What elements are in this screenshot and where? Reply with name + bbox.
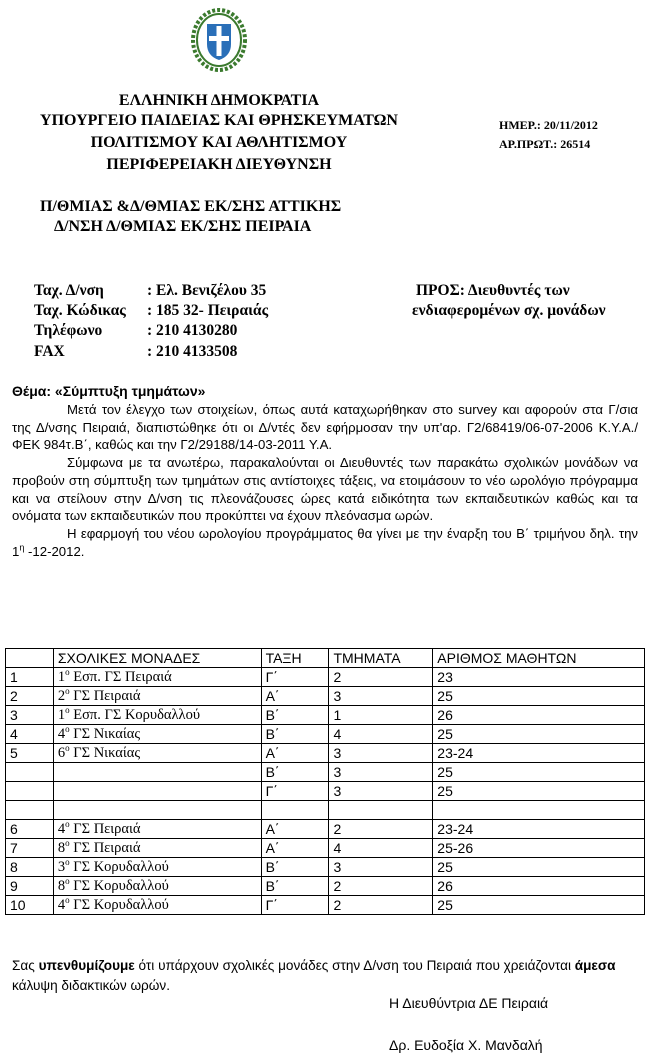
school-name-text: Εσπ. ΓΣ Πειραιά bbox=[69, 668, 172, 685]
body-paragraph-3-end: -12-2012. bbox=[24, 543, 85, 559]
school-name-text: ΓΣ Πειραιά bbox=[69, 839, 141, 856]
students-cell: 26 bbox=[433, 877, 645, 896]
school-ordinal: 2 bbox=[57, 687, 66, 704]
school-name bbox=[53, 820, 261, 839]
school-name bbox=[53, 839, 261, 858]
students-cell: 25 bbox=[433, 687, 645, 706]
students-cell: 23-24 bbox=[433, 744, 645, 763]
class-cell: Γ΄ bbox=[261, 896, 329, 915]
students-cell: 25 bbox=[433, 725, 645, 744]
class-cell: Β΄ bbox=[261, 763, 329, 782]
street-value: : Ελ. Βενιζέλου 35 bbox=[147, 282, 267, 299]
header-number bbox=[6, 649, 54, 668]
header-sections: ΤΜΗΜΑΤΑ bbox=[329, 649, 433, 668]
school-name-text: ΓΣ Νικαίας bbox=[69, 744, 141, 761]
table-row bbox=[6, 668, 645, 687]
sections-cell: 4 bbox=[329, 839, 433, 858]
school-ordinal-sup: ο bbox=[65, 894, 70, 905]
row-number: 7 bbox=[6, 839, 54, 858]
school-name-text: ΓΣ Κορυδαλλού bbox=[69, 896, 169, 913]
signature-role: Η Διευθύντρια ΔΕ Πειραιά bbox=[389, 995, 549, 1011]
table-row bbox=[6, 706, 645, 725]
body-paragraph-3-start: Η εφαρμογή του νέου ωρολογίου προγράμματος θα γίνει με την έναρξη του Β΄ τριμήνου δηλ. την 1 bbox=[12, 525, 638, 559]
directorate-title: ΠΕΡΙΦΕΡΕΙΑΚΗ ΔΙΕΥΘΥΝΣΗ bbox=[106, 156, 332, 173]
letter-body bbox=[12, 401, 638, 560]
phone-value: : 210 4130280 bbox=[147, 322, 238, 339]
sections-cell: 3 bbox=[329, 858, 433, 877]
row-number: 8 bbox=[6, 858, 54, 877]
class-cell: Α΄ bbox=[261, 687, 329, 706]
sections-cell: 3 bbox=[329, 687, 433, 706]
school-ordinal: 4 bbox=[57, 725, 66, 742]
students-cell: 23-24 bbox=[433, 820, 645, 839]
subject-line: Θέμα: «Σύμπτυξη τμημάτων» bbox=[12, 383, 206, 399]
greek-emblem-icon bbox=[191, 8, 247, 72]
street-label: Ταχ. Δ/νση bbox=[34, 282, 104, 299]
body-paragraph-1: Μετά τον έλεγχο των στοιχείων, όπως αυτά καταχωρήθηκαν στο survey και αφορούν στα Γ/σια της Δ/νσης Πειραιά, διαπιστώθηκε ότι οι Δ/ντές δεν εφήρμοσαν την υπ'αρ. Γ2/68419/06-07-2006 Κ.Υ.Α./ΦΕΚ 984τ.Β΄, καθώς και την Γ2/29188/14-03-2011 Υ.Α. bbox=[12, 402, 638, 453]
table-header-row bbox=[6, 649, 645, 668]
class-cell: Β΄ bbox=[261, 706, 329, 725]
sections-cell: 2 bbox=[329, 668, 433, 687]
table-row bbox=[6, 782, 645, 801]
republic-title: ΕΛΛΗΝΙΚΗ ΔΗΜΟΚΡΑΤΙΑ bbox=[118, 92, 320, 109]
table-row bbox=[6, 763, 645, 782]
fax-label: FAX bbox=[34, 343, 65, 360]
row-number: 5 bbox=[6, 744, 54, 763]
table-row bbox=[6, 744, 645, 763]
row-number: 9 bbox=[6, 877, 54, 896]
class-cell: Β΄ bbox=[261, 725, 329, 744]
closing-text-2: ότι υπάρχουν σχολικές μονάδες στην Δ/νση του Πειραιά που χρειάζονται bbox=[134, 958, 575, 973]
school-ordinal-sup: ο bbox=[65, 666, 70, 677]
school-name bbox=[53, 782, 261, 801]
class-cell: Α΄ bbox=[261, 744, 329, 763]
students-cell: 25 bbox=[433, 763, 645, 782]
school-ordinal-sup: ο bbox=[65, 685, 70, 696]
empty-cell bbox=[6, 801, 54, 820]
school-name bbox=[53, 744, 261, 763]
header-class: ΤΑΞΗ bbox=[261, 649, 329, 668]
closing-bold-remind: υπενθυμίζουμε bbox=[38, 958, 135, 973]
row-number: 10 bbox=[6, 896, 54, 915]
table-row bbox=[6, 820, 645, 839]
school-ordinal-sup: ο bbox=[65, 818, 70, 829]
students-cell: 23 bbox=[433, 668, 645, 687]
sections-cell: 2 bbox=[329, 877, 433, 896]
row-number: 2 bbox=[6, 687, 54, 706]
school-name bbox=[53, 877, 261, 896]
row-number bbox=[6, 763, 54, 782]
closing-text-1: Σας bbox=[12, 958, 39, 973]
closing-paragraph bbox=[12, 956, 638, 996]
sections-cell: 3 bbox=[329, 782, 433, 801]
class-cell: Β΄ bbox=[261, 858, 329, 877]
sections-cell: 2 bbox=[329, 896, 433, 915]
table-row bbox=[6, 839, 645, 858]
school-name bbox=[53, 687, 261, 706]
table-row bbox=[6, 687, 645, 706]
closing-bold-urgent: άμεσα bbox=[574, 958, 616, 973]
table-body bbox=[6, 668, 645, 915]
postcode-label: Ταχ. Κώδικας bbox=[34, 302, 126, 319]
school-name-text: Εσπ. ΓΣ Κορυδαλλού bbox=[69, 706, 200, 723]
students-cell: 25 bbox=[433, 782, 645, 801]
school-ordinal-sup: ο bbox=[65, 723, 70, 734]
table-spacer-row bbox=[6, 801, 645, 820]
row-number: 3 bbox=[6, 706, 54, 725]
header-students: ΑΡΙΘΜΟΣ ΜΑΘΗΤΩΝ bbox=[433, 649, 645, 668]
sub-directorate-line-2: Δ/ΝΣΗ Δ/ΘΜΙΑΣ ΕΚ/ΣΗΣ ΠΕΙΡΑΙΑ bbox=[54, 218, 312, 235]
class-cell: Α΄ bbox=[261, 839, 329, 858]
table-row bbox=[6, 858, 645, 877]
document-date: ΗΜΕΡ.: 20/11/2012 bbox=[499, 118, 598, 132]
row-number: 1 bbox=[6, 668, 54, 687]
school-name bbox=[53, 725, 261, 744]
sections-cell: 2 bbox=[329, 820, 433, 839]
ordinal-superscript: η bbox=[19, 542, 25, 553]
phone-label: Τηλέφωνο bbox=[34, 322, 103, 339]
header-schools: ΣΧΟΛΙΚΕΣ ΜΟΝΑΔΕΣ bbox=[53, 649, 261, 668]
school-ordinal-sup: ο bbox=[65, 704, 70, 715]
protocol-number: ΑΡ.ΠΡΩΤ.: 26514 bbox=[499, 137, 591, 151]
school-name bbox=[53, 896, 261, 915]
ministry-line-2: ΠΟΛΙΤΙΣΜΟΥ ΚΑΙ ΑΘΛΗΤΙΣΜΟΥ bbox=[90, 134, 348, 151]
school-name-text: ΓΣ Κορυδαλλού bbox=[69, 877, 169, 894]
sections-cell: 1 bbox=[329, 706, 433, 725]
school-ordinal-sup: ο bbox=[65, 856, 70, 867]
school-name bbox=[53, 668, 261, 687]
sections-cell: 3 bbox=[329, 763, 433, 782]
fax-value: : 210 4133508 bbox=[147, 343, 238, 360]
school-name bbox=[53, 858, 261, 877]
students-cell: 25-26 bbox=[433, 839, 645, 858]
class-cell: Α΄ bbox=[261, 820, 329, 839]
school-ordinal: 1 bbox=[57, 668, 66, 685]
school-ordinal: 8 bbox=[57, 877, 66, 894]
school-name-text: ΓΣ Νικαίας bbox=[69, 725, 141, 742]
recipient-line-1: ΠΡΟΣ: Διευθυντές των bbox=[416, 282, 570, 299]
body-paragraph-3 bbox=[12, 525, 638, 560]
school-ordinal-sup: ο bbox=[65, 742, 70, 753]
school-ordinal-sup: ο bbox=[65, 837, 70, 848]
school-ordinal: 4 bbox=[57, 896, 66, 913]
school-name bbox=[53, 706, 261, 725]
sections-cell: 3 bbox=[329, 744, 433, 763]
row-number: 4 bbox=[6, 725, 54, 744]
school-ordinal: 3 bbox=[57, 858, 66, 875]
students-cell: 25 bbox=[433, 896, 645, 915]
school-ordinal-sup: ο bbox=[65, 875, 70, 886]
students-cell: 25 bbox=[433, 858, 645, 877]
class-cell: Γ΄ bbox=[261, 782, 329, 801]
row-number bbox=[6, 782, 54, 801]
school-name-text: ΓΣ Πειραιά bbox=[69, 820, 141, 837]
empty-cell bbox=[53, 801, 261, 820]
school-ordinal: 8 bbox=[57, 839, 66, 856]
school-ordinal: 1 bbox=[57, 706, 66, 723]
recipient-line-2: ενδιαφερομένων σχ. μονάδων bbox=[412, 302, 606, 319]
sub-directorate-line-1: Π/ΘΜΙΑΣ &Δ/ΘΜΙΑΣ ΕΚ/ΣΗΣ ΑΤΤΙΚΗΣ bbox=[40, 198, 342, 215]
table-row bbox=[6, 896, 645, 915]
body-paragraph-2: Σύμφωνα με τα ανωτέρω, παρακαλούνται οι Διευθυντές των παρακάτω σχολικών μονάδων να προβούν στη σύμπτυξη των τμημάτων στις αντίστοιχες τάξεις, να ετοιμάσουν το νέο ωρολόγιο πρόγραμμα και να στείλουν στην Δ/νση τις πλεονάζουσες ώρες κατά ειδικότητα των εκπαιδευτικών καθώς και τα ονόματα των εκπαιδευτικών που προκύπτει να έχουν πλεόνασμα ωρών. bbox=[12, 455, 638, 524]
table-row bbox=[6, 725, 645, 744]
class-cell: Γ΄ bbox=[261, 668, 329, 687]
empty-cell bbox=[433, 801, 645, 820]
closing-text-3: κάλυψη διδακτικών ωρών. bbox=[12, 978, 170, 993]
postcode-value: : 185 32- Πειραιάς bbox=[147, 302, 269, 319]
sections-cell: 4 bbox=[329, 725, 433, 744]
school-ordinal: 4 bbox=[57, 820, 66, 837]
class-cell: Β΄ bbox=[261, 877, 329, 896]
empty-cell bbox=[261, 801, 329, 820]
school-ordinal: 6 bbox=[57, 744, 66, 761]
school-name-text: ΓΣ Πειραιά bbox=[69, 687, 141, 704]
school-name bbox=[53, 763, 261, 782]
students-cell: 26 bbox=[433, 706, 645, 725]
row-number: 6 bbox=[6, 820, 54, 839]
table-row bbox=[6, 877, 645, 896]
signature-name: Δρ. Ευδοξία Χ. Μανδαλή bbox=[389, 1037, 543, 1053]
ministry-line-1: ΥΠΟΥΡΓΕΙΟ ΠΑΙΔΕΙΑΣ ΚΑΙ ΘΡΗΣΚΕΥΜΑΤΩΝ bbox=[40, 112, 398, 129]
empty-cell bbox=[329, 801, 433, 820]
schools-table bbox=[5, 648, 645, 915]
school-name-text: ΓΣ Κορυδαλλού bbox=[69, 858, 169, 875]
